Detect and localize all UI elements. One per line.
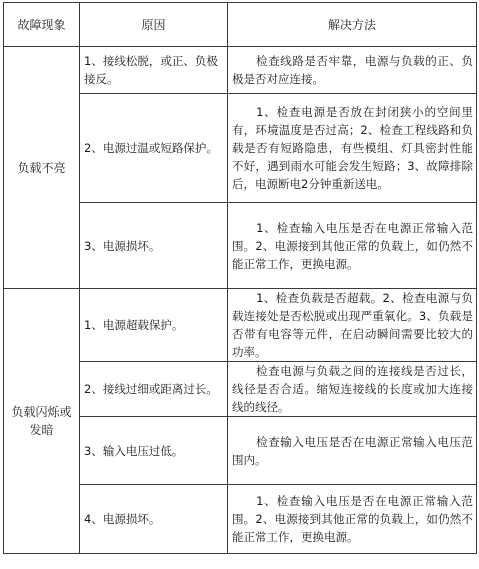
symptom-text: 负载不亮 xyxy=(17,160,66,175)
cause-cell xyxy=(80,417,228,485)
cause-text: 2、电源过温或短路保护。 xyxy=(84,141,218,155)
header-solution: 解决方法 xyxy=(228,3,477,47)
solution-cell xyxy=(228,289,477,362)
header-symptom: 故障现象 xyxy=(4,3,80,47)
solution-cell xyxy=(228,94,477,203)
fault-table xyxy=(3,2,477,554)
symptom-text: 负载闪烁或发暗 xyxy=(11,405,72,437)
solution-text: 1、检查输入电压是否在电源正常输入范围。2、电源接到其他正常的负载上，如仍然不能正常工作，更换电源。 xyxy=(232,494,473,544)
cause-text: 1、接线松脱，或正、负极接反。 xyxy=(84,54,218,86)
solution-cell xyxy=(228,485,477,554)
solution-text: 1、检查电源是否放在封闭狭小的空间里有，环境温度是否过高；2、检查工程线路和负载是否有短路隐患，有些模组、灯具密封性能不好，遇到雨水可能会发生短路；3、故障排除后，电源断电2分钟重新送电。 xyxy=(232,105,473,191)
cause-cell xyxy=(80,47,228,94)
solution-cell xyxy=(228,203,477,289)
header-cause: 原因 xyxy=(80,3,228,47)
solution-text: 检查线路是否牢靠，电源与负载的正、负极是否对应连接。 xyxy=(232,54,473,86)
solution-cell xyxy=(228,362,477,417)
table-row xyxy=(4,47,477,94)
cause-text: 4、电源损坏。 xyxy=(84,512,161,526)
cause-cell xyxy=(80,94,228,203)
solution-text: 检查电源与负载之间的连接线是否过长，线径是否合适。缩短连接线的长度或加大连接线的线径。 xyxy=(232,364,473,414)
solution-cell xyxy=(228,417,477,485)
table-body xyxy=(4,47,477,554)
solution-text: 1、检查负载是否超载。2、检查电源与负载连接处是否松脱或出现严重氧化。3、负载是否带有电容等元件，在启动瞬间需要比较大的功率。 xyxy=(232,291,473,359)
cause-text: 3、电源损坏。 xyxy=(84,238,161,253)
cause-cell xyxy=(80,485,228,554)
cause-cell xyxy=(80,203,228,289)
symptom-cell xyxy=(4,289,80,554)
table-row xyxy=(4,289,477,362)
solution-text: 检查输入电压是否在电源正常输入电压范围内。 xyxy=(232,434,473,467)
cause-text: 3、输入电压过低。 xyxy=(84,443,184,458)
cause-cell xyxy=(80,362,228,417)
cause-text: 1、电源超载保护。 xyxy=(84,318,184,332)
table-header xyxy=(4,3,477,47)
cause-cell xyxy=(80,289,228,362)
cause-text: 2、接线过细或距离过长。 xyxy=(84,382,218,396)
solution-cell xyxy=(228,47,477,94)
header-row xyxy=(4,3,477,47)
symptom-cell xyxy=(4,47,80,289)
solution-text: 1、检查输入电压是否在电源正常输入范围。2、电源接到其他正常的负载上，如仍然不能正常工作，更换电源。 xyxy=(232,220,473,271)
